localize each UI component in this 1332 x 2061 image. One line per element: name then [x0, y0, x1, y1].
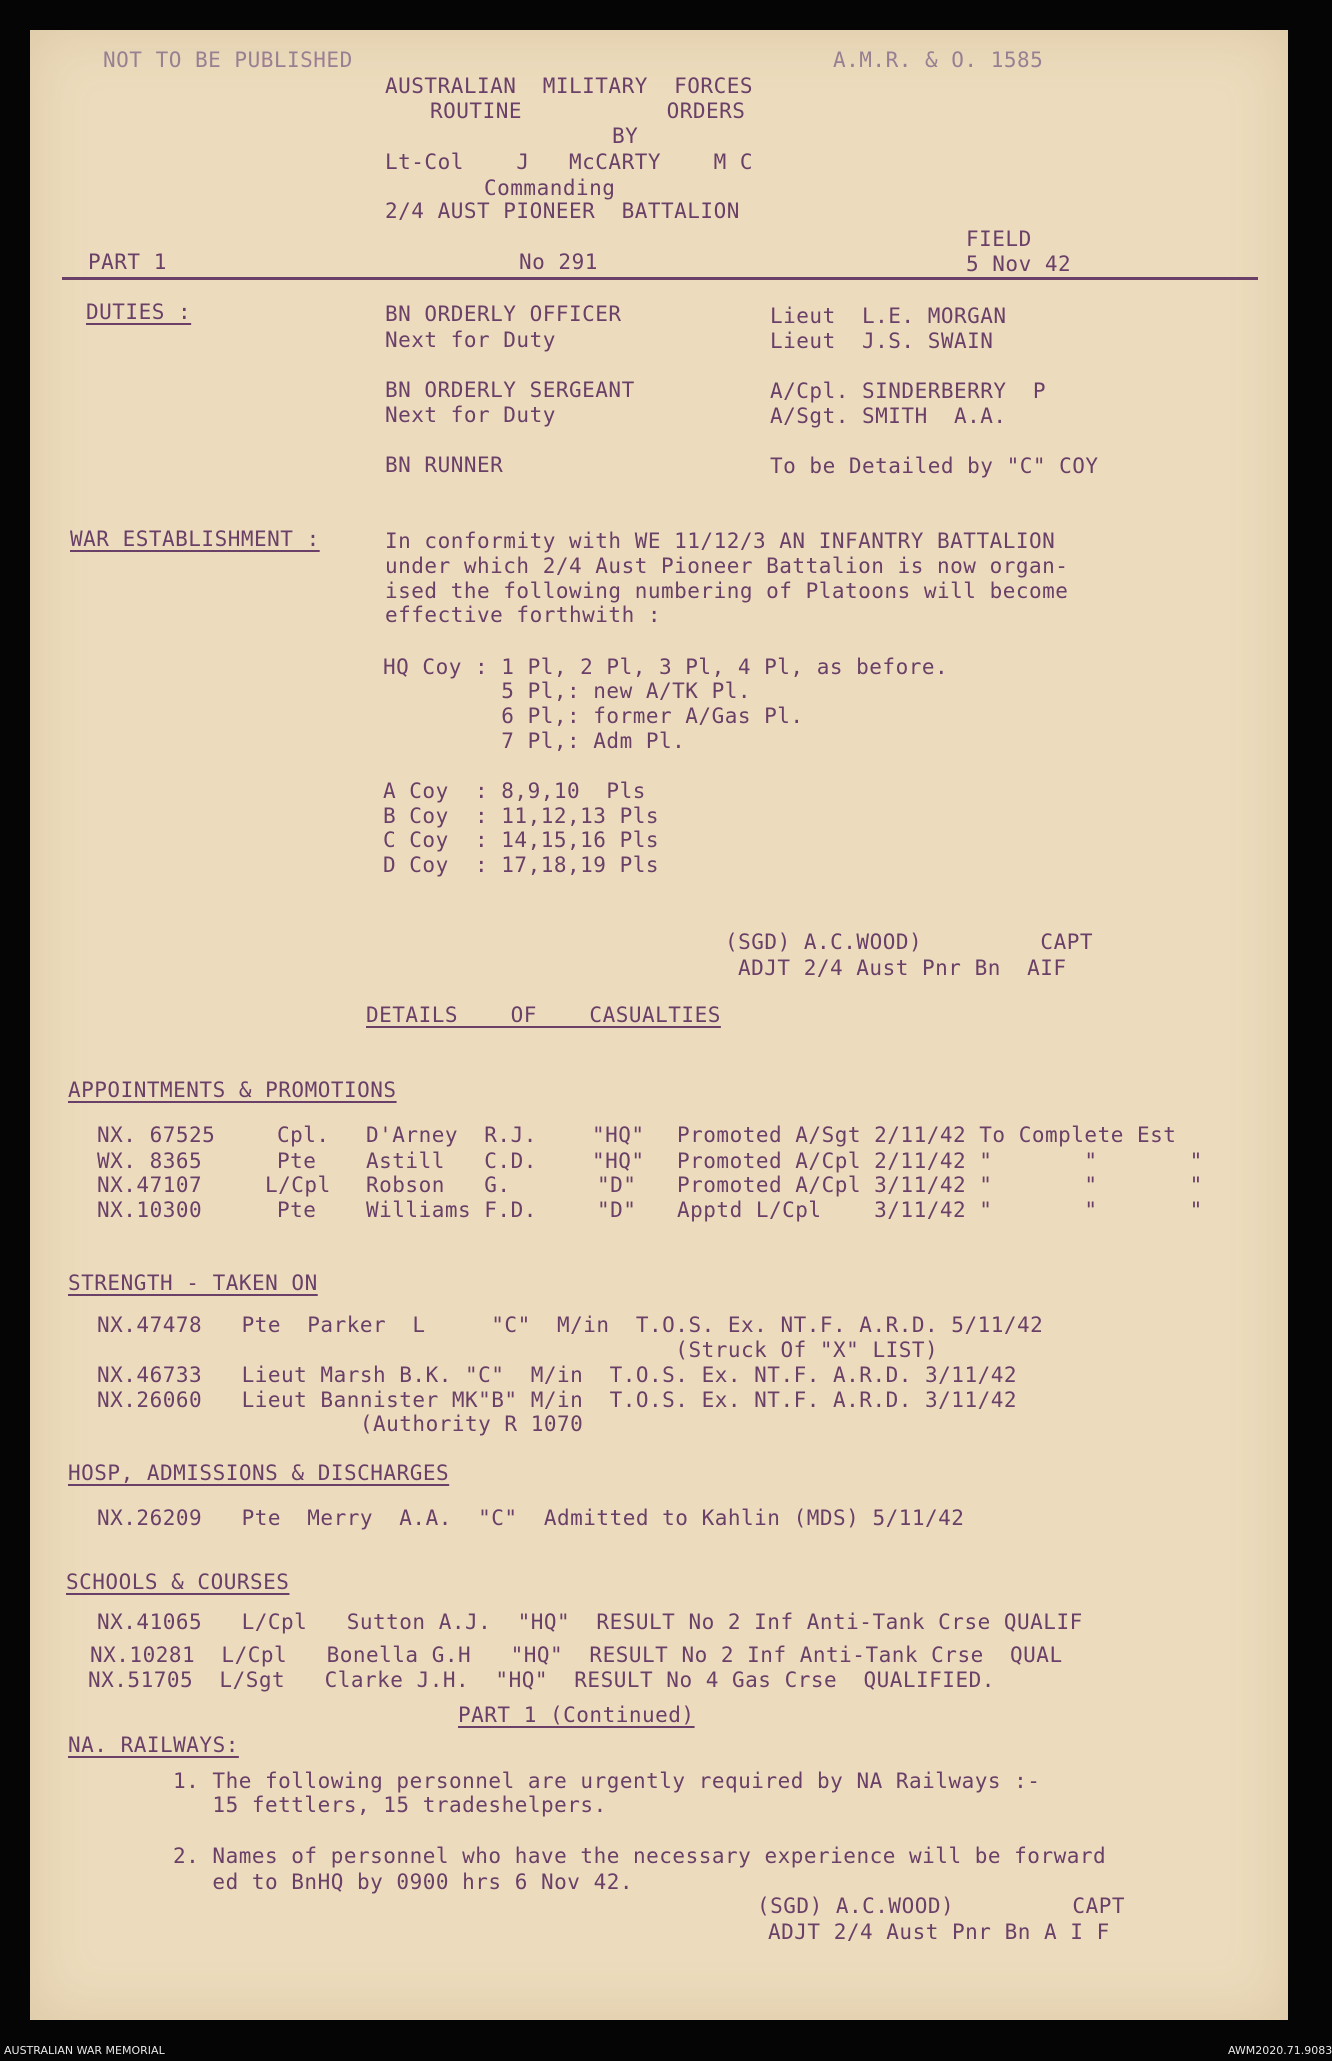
footer-credit: AUSTRALIAN WAR MEMORIAL [4, 2044, 165, 2057]
person-name: D'Arney R.J. [366, 1123, 537, 1147]
action: Apptd L/Cpl 3/11/42 " " " [677, 1198, 1203, 1222]
hq-coy-line: HQ Coy : 1 Pl, 2 Pl, 3 Pl, 4 Pl, as before. [383, 655, 949, 679]
footer-accession: AWM2020.71.9083 [1228, 2044, 1332, 2057]
title-line-6: 2/4 AUST PIONEER BATTALION [385, 199, 740, 223]
duty-role: BN ORDERLY OFFICER [385, 302, 622, 326]
action: Promoted A/Cpl 3/11/42 " " " [677, 1173, 1203, 1197]
rank: L/Cpl [265, 1173, 331, 1197]
part-label: PART 1 [88, 250, 167, 274]
hq-coy-line: 7 Pl,: Adm Pl. [383, 729, 686, 753]
title-line-3: BY [612, 124, 639, 148]
strength-heading: STRENGTH - TAKEN ON [68, 1271, 318, 1295]
restriction-label: NOT TO BE PUBLISHED [103, 48, 353, 72]
railways-heading: NA. RAILWAYS: [68, 1733, 239, 1757]
coy-line: B Coy : 11,12,13 Pls [383, 804, 660, 828]
signature-title: ADJT 2/4 Aust Pnr Bn AIF [738, 956, 1067, 980]
rank: Pte [277, 1198, 317, 1222]
we-text-line: under which 2/4 Aust Pioneer Battalion is now organ- [385, 554, 1069, 578]
service-number: WX. 8365 [97, 1149, 203, 1173]
signature-line: (SGD) A.C.WOOD) CAPT [725, 930, 1094, 954]
header-divider [62, 277, 1258, 280]
order-reference: A.M.R. & O. 1585 [833, 48, 1044, 72]
service-number: NX. 67525 [97, 1123, 216, 1147]
railways-item-line: 1. The following personnel are urgently required by NA Railways :- [173, 1769, 1041, 1793]
hq-coy-line: 5 Pl,: new A/TK Pl. [383, 679, 752, 703]
we-text-line: ised the following numbering of Platoons will become [385, 579, 1069, 603]
coy-line: D Coy : 17,18,19 Pls [383, 853, 660, 877]
signature-line: (SGD) A.C.WOOD) CAPT [757, 1894, 1126, 1918]
duty-name: A/Cpl. SINDERBERRY P [770, 379, 1047, 403]
company: "HQ" [592, 1149, 645, 1173]
strength-line: NX.47478 Pte Parker L "C" M/in T.O.S. Ex. NT.F. A.R.D. 5/11/42 [97, 1313, 1044, 1337]
railways-item-line: 15 fettlers, 15 tradeshelpers. [173, 1793, 607, 1817]
hospital-line: NX.26209 Pte Merry A.A. "C" Admitted to Kahlin (MDS) 5/11/42 [97, 1506, 965, 1530]
school-line: NX.41065 L/Cpl Sutton A.J. "HQ" RESULT No 2 Inf Anti-Tank Crse QUALIF [97, 1610, 1083, 1634]
signature-title: ADJT 2/4 Aust Pnr Bn A I F [768, 1920, 1110, 1944]
continued-heading: PART 1 (Continued) [458, 1703, 695, 1727]
school-line: NX.51705 L/Sgt Clarke J.H. "HQ" RESULT No 4 Gas Crse QUALIFIED. [88, 1668, 995, 1692]
duty-role: Next for Duty [385, 403, 556, 427]
strength-line: NX.26060 Lieut Bannister MK"B" M/in T.O.S. Ex. NT.F. A.R.D. 3/11/42 [97, 1388, 1018, 1412]
hq-coy-line: 6 Pl,: former A/Gas Pl. [383, 704, 804, 728]
action: Promoted A/Cpl 2/11/42 " " " [677, 1149, 1203, 1173]
coy-line: C Coy : 14,15,16 Pls [383, 828, 660, 852]
person-name: Williams F.D. [366, 1198, 537, 1222]
we-text-line: In conformity with WE 11/12/3 AN INFANTRY BATTALION [385, 529, 1056, 553]
title-line-4: Lt-Col J McCARTY M C [385, 150, 754, 174]
company: "D" [597, 1198, 637, 1222]
company: "D" [597, 1173, 637, 1197]
rank: Cpl. [277, 1123, 330, 1147]
title-line-1: AUSTRALIAN MILITARY FORCES [385, 74, 754, 98]
title-line-2: ROUTINE ORDERS [430, 99, 746, 123]
service-number: NX.47107 [97, 1173, 203, 1197]
casualties-heading: DETAILS OF CASUALTIES [366, 1003, 721, 1027]
strength-line: NX.46733 Lieut Marsh B.K. "C" M/in T.O.S. Ex. NT.F. A.R.D. 3/11/42 [97, 1363, 1018, 1387]
title-line-5: Commanding [484, 176, 616, 200]
order-number: No 291 [519, 250, 598, 274]
duty-role: BN RUNNER [385, 453, 504, 477]
railways-item-line: ed to BnHQ by 0900 hrs 6 Nov 42. [173, 1870, 634, 1894]
war-establishment-heading: WAR ESTABLISHMENT : [70, 527, 320, 551]
coy-line: A Coy : 8,9,10 Pls [383, 779, 646, 803]
duty-name: To be Detailed by "C" COY [770, 454, 1099, 478]
duty-role: BN ORDERLY SERGEANT [385, 378, 635, 402]
person-name: Robson G. [366, 1173, 511, 1197]
duty-name: Lieut J.S. SWAIN [770, 329, 994, 353]
action: Promoted A/Sgt 2/11/42 To Complete Est [677, 1123, 1177, 1147]
duties-heading: DUTIES : [86, 300, 192, 324]
rank: Pte [277, 1149, 317, 1173]
we-text-line: effective forthwith : [385, 603, 662, 627]
duty-name: Lieut L.E. MORGAN [770, 304, 1007, 328]
school-line: NX.10281 L/Cpl Bonella G.H "HQ" RESULT No 2 Inf Anti-Tank Crse QUAL [90, 1643, 1063, 1667]
location-label: FIELD [966, 227, 1032, 251]
schools-heading: SCHOOLS & COURSES [66, 1570, 290, 1594]
order-date: 5 Nov 42 [966, 252, 1072, 276]
service-number: NX.10300 [97, 1198, 203, 1222]
duty-name: A/Sgt. SMITH A.A. [770, 404, 1007, 428]
company: "HQ" [592, 1123, 645, 1147]
hospital-heading: HOSP, ADMISSIONS & DISCHARGES [68, 1461, 450, 1485]
strength-line: (Authority R 1070 [97, 1412, 584, 1436]
strength-line: (Struck Of "X" LIST) [97, 1338, 939, 1362]
appointments-heading: APPOINTMENTS & PROMOTIONS [68, 1078, 397, 1102]
railways-item-line: 2. Names of personnel who have the necessary experience will be forward [173, 1844, 1107, 1868]
person-name: Astill C.D. [366, 1149, 537, 1173]
duty-role: Next for Duty [385, 328, 556, 352]
